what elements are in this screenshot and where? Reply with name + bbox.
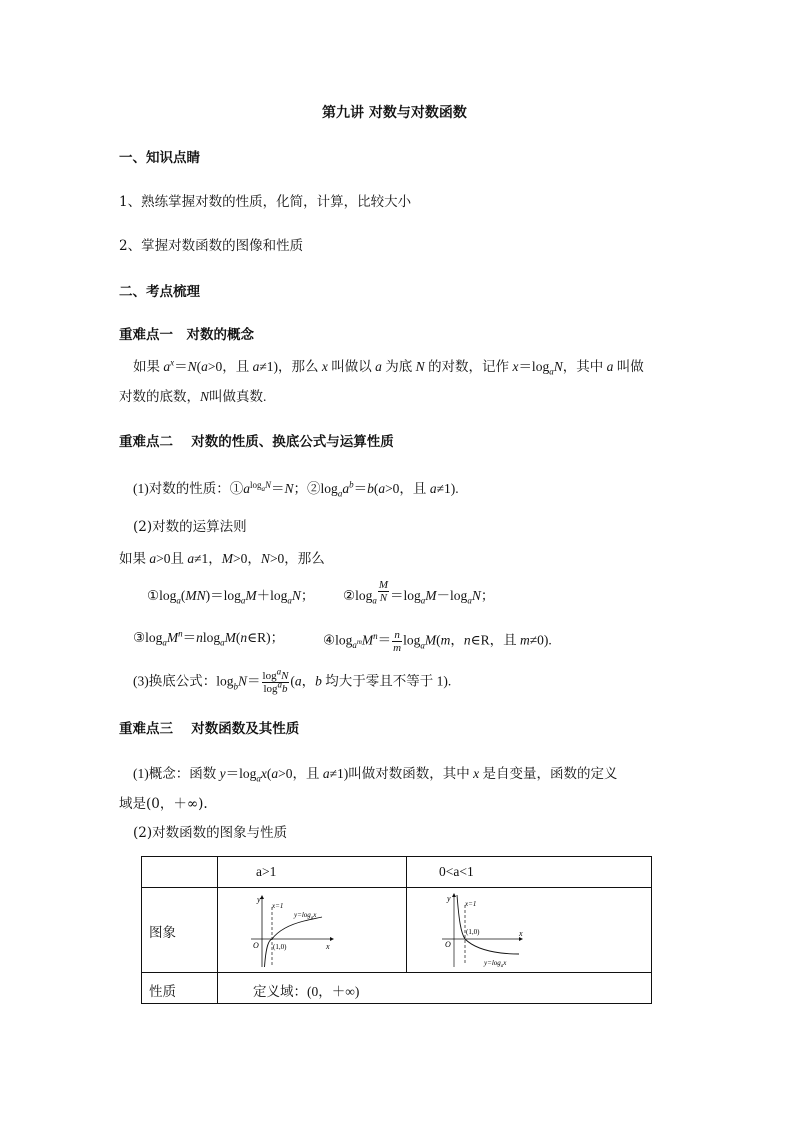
x-eq-1-label: x=1 bbox=[465, 900, 477, 908]
graph-log-increasing bbox=[248, 893, 336, 969]
table-row-label-graph: 图象 bbox=[149, 925, 176, 941]
curve-label: $y=\log_ax$ bbox=[294, 911, 317, 921]
log-function-table bbox=[141, 856, 652, 1004]
subsection-heading-2: 重难点二 对数的性质、换底公式与运算性质 bbox=[119, 434, 394, 450]
origin-label: O bbox=[253, 941, 259, 950]
point-label: (1,0) bbox=[466, 928, 480, 936]
y-axis-label: y bbox=[257, 895, 261, 904]
paragraph-line: (2)对数的运算法则 bbox=[133, 519, 247, 535]
formula-rule-3: $③\log_aM^n=nlog_aM(n\in R)$； bbox=[133, 628, 285, 648]
table-header-a-gt-1: a>1 bbox=[256, 864, 277, 879]
x-axis-label: x bbox=[519, 929, 523, 938]
table-cell-domain: 定义域：(0，＋∞) bbox=[253, 984, 360, 999]
x-axis-label: x bbox=[326, 942, 330, 951]
list-item: 1、熟练掌握对数的性质，化简，计算，比较大小 bbox=[119, 194, 412, 210]
formula-rule-1: $①\log_a(MN)=\log_aM+\log_aN$； bbox=[147, 588, 315, 606]
x-eq-1-label: x=1 bbox=[272, 902, 284, 910]
paragraph-line: (2)对数函数的图象与性质 bbox=[133, 825, 288, 841]
curve-label: $y=\log_ax$ bbox=[484, 959, 507, 969]
graph-log-decreasing bbox=[439, 891, 529, 969]
subsection-heading-3: 重难点三 对数函数及其性质 bbox=[119, 721, 300, 737]
table-row-label-property: 性质 bbox=[149, 984, 176, 1000]
formula-rule-2: $②\log_a$ $\frac{M}{N}$ $=\log_aM-\log_aN$； bbox=[343, 579, 495, 606]
point-label: (1,0) bbox=[273, 943, 287, 951]
list-item: 2、掌握对数函数的图像和性质 bbox=[119, 238, 304, 254]
formula-change-of-base: (3)换底公式：$\log_bN=$ $\frac{\log^aN}{\log^ab}$ (a，b 均大于零且不等于 1). bbox=[133, 666, 452, 695]
formula-rule-4: $④\log_{a^m}M^n=$ $\frac{n}{m}$ $\log_aM(m$，n∈R，且 m≠0). bbox=[323, 629, 552, 654]
paragraph-line: 对数的底数，N叫做真数. bbox=[119, 389, 267, 404]
paragraph-line: (1)概念：函数 $y=\log_ax(a>0$，且 a≠1)叫做对数函数，其中 x 是自变量，函数的定义 bbox=[133, 766, 618, 784]
paragraph-line: (1)对数的性质：$①a^{log_aN}=N$；$②\log_aa^b=b(a>0$，且 a≠1). bbox=[133, 479, 459, 499]
paragraph-line: 域是(0，＋∞). bbox=[119, 796, 208, 812]
table-header-a-lt-1: 0<a<1 bbox=[439, 864, 474, 879]
paragraph-line: 如果 a>0且 a≠1，M>0，N>0，那么 bbox=[119, 551, 325, 566]
page-title: 第九讲 对数与对数函数 bbox=[322, 105, 467, 121]
subsection-heading-1: 重难点一 对数的概念 bbox=[119, 327, 254, 343]
section-heading-1: 一、知识点睛 bbox=[119, 150, 200, 166]
section-heading-2: 二、考点梳理 bbox=[119, 284, 200, 300]
y-axis-label: y bbox=[447, 894, 451, 903]
paragraph-line: 如果 $a^x=N(a>0$，且 a≠1)，那么 x 叫做以 a 为底 N 的对数，记作 $x=\log_aN$，其中 a 叫做 bbox=[133, 357, 644, 377]
origin-label: O bbox=[445, 940, 451, 949]
